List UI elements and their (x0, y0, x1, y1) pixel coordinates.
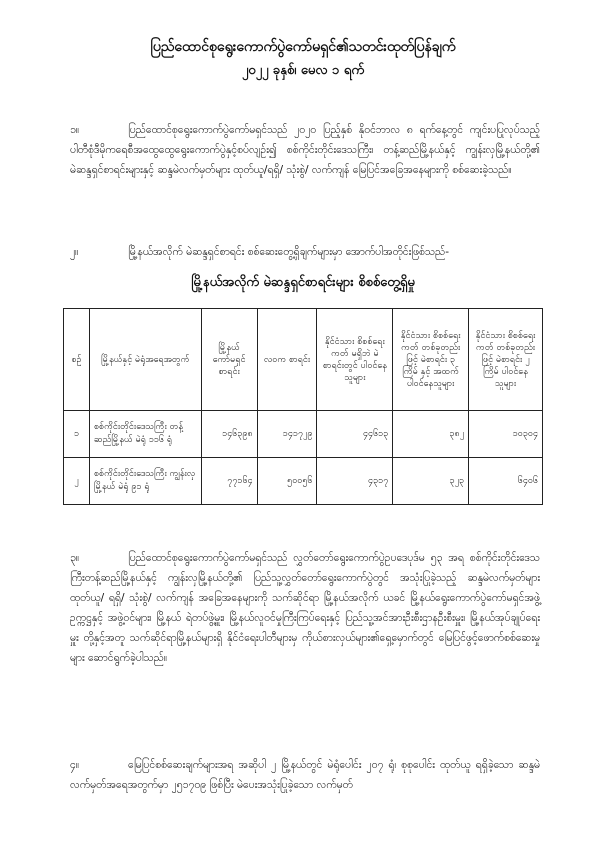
header-three-plus: နိုင်ငံသား စိစစ်ရေးကတ် တစ်ခုတည်းဖြင့် မဲစာရင်း ၃ ကြိမ် နှင့် အထက် ပါဝင်နေသူများ (393, 309, 469, 411)
paragraph-3 (70, 548, 540, 668)
cell-three-plus: ၃၂၃ (393, 458, 469, 505)
paragraph-1 (70, 120, 540, 180)
document-date: ၂၀၂၂ ခုနှစ်၊ မေလ ၁ ရက် (241, 63, 365, 78)
cell-serial: ၁ (64, 411, 90, 458)
paragraph-text: မြေပြင်စစ်ဆေးချက်များအရ အဆိုပါ ၂ မြို့နယ်တွင် မဲရုံပေါင်း ၂၀၇ ရုံ၊ စုစုပေါင်း ထုတ်ယူ ရရှိခဲ့သော ဆန္ဒမဲလက်မှတ်အရေအတွက်မှာ ၂၅၁၇၀၉ ဖြစ်ပြီး မဲပေးအသုံးပြုခဲ့သော လက်မှတ် (70, 759, 540, 791)
header-no-card: နိုင်ငံသား စိစစ်ရေးကတ် မရှိဘဲ မဲစာရင်းတွင် ပါဝင်နေသူများ (317, 309, 393, 411)
cell-township: စစ်ကိုင်းတိုင်းဒေသကြီး တန့်ဆည်မြို့နယ် မဲရုံ ၁၁၆ ရုံ (89, 411, 201, 458)
paragraph-text: ပြည်ထောင်စုရွေးကောက်ပွဲကော်မရှင်သည် ၂၀၂၀ ပြည့်နှစ် နိုဝင်ဘာလ ၈ ရက်နေ့တွင် ကျင်းပပြုလုပ်သည့် ပါတီစုံဒီမိုကရေစီအထွေထွေရွေးကောက်ပွဲနှင့်စပ်လျဉ်း၍ စစ်ကိုင်းတိုင်းဒေသကြီး၊ တန့်ဆည်မြို့နယ်နှင့် ကျွန်းလှမြို့နယ်တို့၏ မဲဆန္ဒရှင်စာရင်းများနှင့် ဆန္ဒမဲလက်မှတ်များ ထုတ်ယူ/ရရှိ/ သုံးစွဲ/ လက်ကျန် မြေပြင်အခြေအနေများကို စစ်ဆေးခဲ့သည်။ (70, 124, 540, 176)
cell-serial: ၂ (64, 458, 90, 505)
document-title: ပြည်ထောင်စုရွေးကောက်ပွဲကော်မရှင်၏သတင်းထုတ်ပြန်ချက် (150, 39, 456, 55)
table-row (64, 411, 543, 458)
cell-commission: ၁၄၆၃၉၈ (201, 411, 257, 458)
header-township: မြို့နယ်နှင့် မဲရုံအရေအတွက် (89, 309, 201, 411)
paragraph-number: ၁။ (70, 124, 80, 136)
paragraph-2 (70, 242, 540, 262)
paragraph-text: ပြည်ထောင်စုရွေးကောက်ပွဲကော်မရှင်သည် လွှတ်တော်ရွေးကောက်ပွဲဥပဒေပုဒ်မ ၅၃ အရ စစ်ကိုင်းတိုင်းဒေသကြီးတန့်ဆည်မြို့နယ်နှင့် ကျွန်းလှမြို့နယ်တို့၏ ပြည်သူ့လွှတ်တော်ရွေးကောက်ပွဲတွင် အသုံးပြုခဲ့သည့် ဆန္ဒမဲလက်မှတ်များ ထုတ်ယူ/ ရရှိ/ သုံးစွဲ/ လက်ကျန် အခြေအနေများကို သက်ဆိုင်ရာ မြို့နယ်အလိုက် ယခင် မြို့နယ်ရွေးကောက်ပွဲကော်မရှင်အဖွဲ့ ဥက္ကဋ္ဌနှင့် အဖွဲ့ဝင်များ၊ မြို့နယ် ရဲတပ်ဖွဲ့မှူး၊ မြို့နယ်လူဝင်မှုကြီးကြပ်ရေးနှင့် ပြည်သူ့အင်အားဦးစီးဌာနဦးစီးမှူး၊ မြို့နယ်အုပ်ချုပ်ရေးမှူး တို့နှင့်အတူ သက်ဆိုင်ရာမြို့နယ်များရှိ နိုင်ငံရေးပါတီများမှ ကိုယ်စားလှယ်များ၏ရှေ့မှောက်တွင် မြေပြင်ဖွင့်ဖောက်စစ်ဆေးမှုများ ဆောင်ရွက်ခဲ့ပါသည်။ (70, 552, 540, 664)
voter-list-table (63, 308, 543, 505)
paragraph-number: ၂။ (70, 246, 79, 258)
cell-immigration: ၁၄၁၇၂၉ (257, 411, 317, 458)
cell-two-times: ၁၀၃၀၄ (469, 411, 543, 458)
paragraph-text: မြို့နယ်အလိုက် မဲဆန္ဒရှင်စာရင်း စစ်ဆေးတွေ့ရှိချက်များမှာ အောက်ပါအတိုင်းဖြစ်သည်- (128, 246, 450, 258)
table-header-row (64, 309, 543, 411)
cell-three-plus: ၃၈၂ (393, 411, 469, 458)
paragraph-number: ၄။ (70, 759, 80, 771)
paragraph-4 (70, 755, 540, 795)
header-commission-list: မြို့နယ် ကော်မရှင် စာရင်း (201, 309, 257, 411)
cell-township: စစ်ကိုင်းတိုင်းဒေသကြီး ကျွန်းလှမြို့နယ် မဲရုံ ၉၁ ရုံ (89, 458, 201, 505)
header-immigration-list: လဝက စာရင်း (257, 309, 317, 411)
cell-no-card: ၄၃၁၇ (317, 458, 393, 505)
table-title: မြို့နယ်အလိုက် မဲဆန္ဒရှင်စာရင်းများ စိစစ်တွေ့ရှိမှု (191, 275, 415, 290)
cell-immigration: ၅၀၀၅၆ (257, 458, 317, 505)
paragraph-number: ၃။ (70, 552, 80, 564)
cell-two-times: ၆၄၀၆ (469, 458, 543, 505)
cell-no-card: ၄၄၆၁၃ (317, 411, 393, 458)
table-row (64, 458, 543, 505)
header-serial: စဉ် (64, 309, 90, 411)
cell-commission: ၇၇၁၆၄ (201, 458, 257, 505)
header-two-times: နိုင်ငံသား စိစစ်ရေးကတ် တစ်ခုတည်းဖြင့် မဲစာရင်း ၂ ကြိမ် ပါဝင်နေသူများ (469, 309, 543, 411)
